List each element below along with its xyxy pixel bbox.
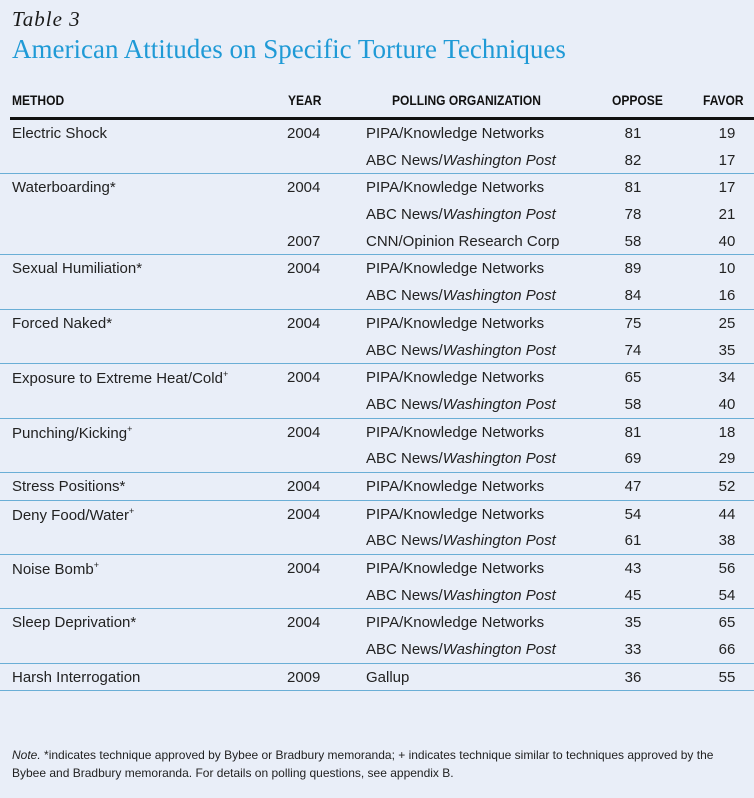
table-row — [0, 201, 754, 228]
oppose-cell: 54 — [624, 505, 642, 523]
org-publication: Washington Post — [442, 395, 556, 413]
method-group — [0, 473, 754, 501]
org-cell — [366, 641, 556, 658]
org-cell — [366, 342, 556, 359]
method-group — [0, 310, 754, 364]
table-row — [0, 282, 754, 309]
table-title: American Attitudes on Specific Torture Techniques — [12, 34, 566, 64]
table-row — [0, 582, 754, 609]
org-cell — [366, 450, 556, 467]
org-name: PIPA/Knowledge Networks — [366, 614, 545, 632]
org-cell — [366, 179, 544, 196]
favor-cell: 17 — [718, 179, 736, 197]
header-oppose: OPPOSE — [612, 92, 663, 108]
method-group — [0, 120, 754, 174]
org-name: CNN/Opinion Research Corp — [366, 232, 560, 250]
year-cell: 2004 — [287, 125, 321, 142]
org-name: PIPA/Knowledge Networks — [366, 314, 545, 332]
header-year: YEAR — [288, 92, 322, 108]
oppose-cell: 58 — [624, 395, 642, 413]
table-body — [0, 120, 754, 691]
note-text: *indicates technique approved by Bybee or Bradbury memoranda; + indicates technique similar to techniques approved by the Bybee and Bradbury memoranda. For details on polling questions, see appendix B. — [12, 748, 714, 780]
favor-cell: 34 — [718, 369, 736, 387]
method-name: Deny Food/Water — [12, 506, 129, 524]
org-cell — [366, 152, 556, 169]
org-cell — [366, 396, 556, 413]
favor-cell: 16 — [718, 287, 736, 305]
org-cell — [366, 287, 556, 304]
table-row — [0, 501, 754, 528]
org-cell — [366, 587, 556, 604]
favor-cell: 38 — [718, 532, 736, 550]
org-publication: Washington Post — [442, 206, 556, 224]
similar-marker: + — [129, 505, 135, 516]
method-name: Sleep Deprivation — [12, 614, 131, 632]
org-cell — [366, 125, 544, 142]
table-number: Table 3 — [12, 7, 81, 31]
method-group — [0, 419, 754, 473]
favor-cell: 40 — [718, 232, 736, 250]
method-cell — [12, 424, 132, 442]
org-name: PIPA/Knowledge Networks — [366, 423, 545, 441]
favor-cell: 17 — [718, 151, 736, 169]
oppose-cell: 33 — [624, 641, 642, 659]
table-row — [0, 391, 754, 418]
favor-cell: 19 — [718, 125, 736, 142]
favor-cell: 54 — [718, 586, 736, 604]
method-group — [0, 664, 754, 692]
oppose-cell: 74 — [624, 341, 642, 359]
table-row — [0, 120, 754, 147]
org-publication: Washington Post — [442, 450, 556, 468]
method-name: Forced Naked — [12, 314, 107, 332]
org-name: ABC News/ — [366, 395, 443, 413]
method-cell — [12, 614, 136, 631]
method-cell — [12, 125, 107, 142]
org-cell — [366, 369, 544, 386]
method-name: Noise Bomb — [12, 561, 94, 578]
favor-cell: 35 — [718, 341, 736, 359]
oppose-cell: 82 — [624, 151, 642, 169]
method-group — [0, 174, 754, 255]
similar-marker: + — [127, 423, 133, 434]
org-cell — [366, 424, 544, 441]
method-cell — [12, 478, 125, 495]
oppose-cell: 89 — [624, 260, 642, 278]
org-cell — [366, 532, 556, 549]
year-cell: 2004 — [287, 260, 321, 278]
table-row — [0, 364, 754, 391]
header-favor: FAVOR — [703, 92, 744, 108]
method-group — [0, 255, 754, 309]
year-cell: 2004 — [287, 614, 321, 632]
org-cell — [366, 506, 544, 523]
similar-marker: + — [93, 560, 99, 570]
oppose-cell: 61 — [624, 532, 642, 550]
approved-marker: * — [130, 614, 137, 632]
oppose-cell: 81 — [624, 423, 642, 441]
approved-marker: * — [136, 260, 143, 278]
table-row — [0, 473, 754, 500]
method-group — [0, 364, 754, 418]
year-cell: 2007 — [287, 232, 321, 250]
method-cell — [12, 369, 228, 387]
org-name: ABC News/ — [366, 641, 443, 659]
method-cell — [12, 260, 142, 277]
favor-cell: 52 — [718, 477, 736, 495]
org-name: PIPA/Knowledge Networks — [366, 560, 545, 577]
favor-cell: 55 — [718, 668, 736, 686]
oppose-cell: 58 — [624, 232, 642, 250]
table-row — [0, 337, 754, 364]
table-row — [0, 636, 754, 663]
oppose-cell: 35 — [624, 614, 642, 632]
table-row — [0, 445, 754, 472]
method-name: Harsh Interrogation — [12, 668, 141, 686]
table-row — [0, 419, 754, 446]
method-cell — [12, 315, 112, 332]
oppose-cell: 65 — [624, 369, 642, 387]
org-cell — [366, 206, 556, 223]
oppose-cell: 84 — [624, 287, 642, 305]
year-cell: 2004 — [287, 179, 321, 197]
favor-cell: 65 — [718, 614, 736, 632]
approved-marker: * — [106, 314, 113, 332]
org-name: ABC News/ — [366, 206, 443, 224]
approved-marker: * — [119, 477, 126, 495]
oppose-cell: 75 — [624, 314, 642, 332]
org-cell — [366, 614, 544, 631]
oppose-cell: 45 — [624, 586, 642, 604]
favor-cell: 56 — [718, 560, 736, 577]
year-cell: 2004 — [287, 314, 321, 332]
method-group — [0, 501, 754, 555]
org-publication: Washington Post — [442, 641, 556, 659]
method-cell — [12, 669, 140, 686]
table-row — [0, 255, 754, 282]
table-row — [0, 609, 754, 636]
org-publication: Washington Post — [442, 341, 556, 359]
method-cell — [12, 560, 99, 578]
year-cell: 2004 — [287, 423, 321, 441]
method-name: Stress Positions — [12, 477, 120, 495]
org-publication: Washington Post — [442, 151, 556, 169]
org-cell — [366, 478, 544, 495]
method-group — [0, 609, 754, 663]
org-cell — [366, 260, 544, 277]
org-cell — [366, 560, 544, 577]
header-method: METHOD — [12, 92, 65, 108]
org-name: ABC News/ — [366, 532, 443, 550]
favor-cell: 29 — [718, 450, 736, 468]
oppose-cell: 78 — [624, 206, 642, 224]
org-name: PIPA/Knowledge Networks — [366, 179, 545, 197]
method-cell — [12, 179, 116, 196]
table-row — [0, 310, 754, 337]
favor-cell: 18 — [718, 423, 736, 441]
oppose-cell: 47 — [624, 477, 642, 495]
header-polling-organization: POLLING ORGANIZATION — [392, 92, 541, 108]
table-note — [12, 746, 742, 782]
method-group — [0, 555, 754, 609]
year-cell: 2004 — [287, 505, 321, 523]
org-publication: Washington Post — [442, 586, 556, 604]
year-cell: 2004 — [287, 369, 321, 387]
method-name: Exposure to Extreme Heat/Cold — [12, 370, 223, 388]
org-name: ABC News/ — [366, 341, 443, 359]
approved-marker: * — [109, 179, 116, 197]
favor-cell: 25 — [718, 314, 736, 332]
oppose-cell: 43 — [624, 560, 642, 577]
favor-cell: 40 — [718, 395, 736, 413]
favor-cell: 44 — [718, 505, 736, 523]
oppose-cell: 36 — [624, 668, 642, 686]
table-row — [0, 527, 754, 554]
org-name: ABC News/ — [366, 287, 443, 305]
oppose-cell: 69 — [624, 450, 642, 468]
org-name: ABC News/ — [366, 151, 443, 169]
method-name: Waterboarding — [12, 179, 110, 197]
similar-marker: + — [222, 369, 229, 380]
table-row — [0, 664, 754, 691]
table-row — [0, 228, 754, 255]
year-cell: 2004 — [287, 560, 321, 577]
oppose-cell: 81 — [624, 125, 642, 142]
org-cell — [366, 669, 409, 686]
favor-cell: 66 — [718, 641, 736, 659]
org-name: Gallup — [366, 668, 410, 686]
org-name: PIPA/Knowledge Networks — [366, 369, 545, 387]
table-row — [0, 174, 754, 201]
year-cell: 2009 — [287, 668, 321, 686]
table-row — [0, 147, 754, 174]
table-row — [0, 555, 754, 582]
org-name: PIPA/Knowledge Networks — [366, 477, 545, 495]
oppose-cell: 81 — [624, 179, 642, 197]
favor-cell: 21 — [718, 206, 736, 224]
note-label: Note. — [12, 748, 41, 762]
org-publication: Washington Post — [442, 532, 556, 550]
org-name: PIPA/Knowledge Networks — [366, 505, 545, 523]
org-name: PIPA/Knowledge Networks — [366, 260, 545, 278]
org-name: PIPA/Knowledge Networks — [366, 125, 545, 142]
org-name: ABC News/ — [366, 586, 443, 604]
org-name: ABC News/ — [366, 450, 443, 468]
method-name: Punching/Kicking — [12, 424, 128, 442]
org-cell — [366, 315, 544, 332]
method-name: Sexual Humiliation — [12, 260, 137, 278]
method-name: Electric Shock — [12, 125, 108, 142]
method-cell — [12, 506, 134, 524]
favor-cell: 10 — [718, 260, 736, 278]
year-cell: 2004 — [287, 477, 321, 495]
org-cell — [366, 233, 559, 250]
org-publication: Washington Post — [442, 287, 556, 305]
